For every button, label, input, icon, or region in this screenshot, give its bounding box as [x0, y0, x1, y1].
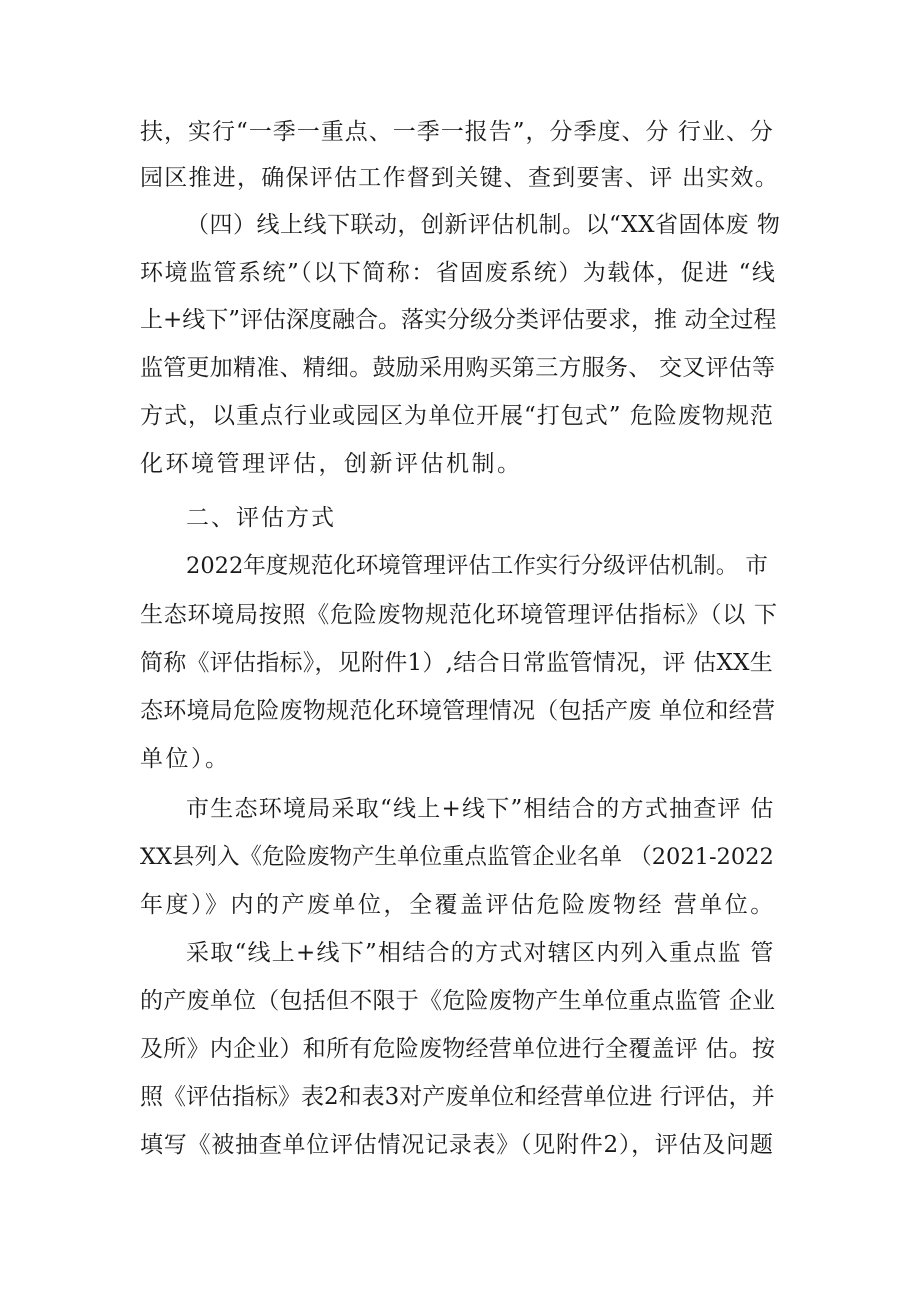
paragraph-line: 单位）。: [140, 746, 231, 772]
paragraph-line: 2022年度规范化环境管理评估工作实行分级评估机制。 市: [186, 553, 768, 579]
section-heading: 二、评估方式: [186, 505, 336, 531]
paragraph-line: 年度）》内的产废单位，全覆盖评估危险废物经 营单位。: [140, 892, 776, 918]
paragraph-line: 方式，以重点行业或园区为单位开展“打包式” 危险废物规范: [140, 403, 774, 429]
paragraph-line: 简称《评估指标》，见附件1）,结合日常监管情况，评 估XX生: [140, 650, 774, 676]
paragraph-line: 环境监管系统”（以下简称：省固废系统）为载体，促进 “线: [140, 260, 777, 286]
paragraph-line: （四）线上线下联动，创新评估机制。以“XX省固体废 物: [186, 212, 781, 238]
paragraph-line: 上+线下”评估深度融合。落实分级分类评估要求，推 动全过程: [140, 307, 777, 333]
paragraph-line: 生态环境局按照《危险废物规范化环境管理评估指标》（以 下: [140, 602, 778, 628]
paragraph-line: 园区推进，确保评估工作督到关键、查到要害、评 出实效。: [140, 165, 780, 191]
paragraph-line: 监管更加精准、精细。鼓励采用购买第三方服务、 交叉评估等: [140, 355, 776, 381]
paragraph-line: 的产废单位（包括但不限于《危险废物产生单位重点监管 企业: [140, 988, 776, 1014]
paragraph-line: 市生态环境局采取“线上+线下”相结合的方式抽查评 估: [186, 796, 775, 822]
paragraph-line: 及所》内企业）和所有危险废物经营单位进行全覆盖评 估。按: [140, 1036, 776, 1062]
paragraph-line: 化环境管理评估，创新评估机制。: [140, 451, 523, 477]
paragraph-line: 照《评估指标》表2和表3对产废单位和经营单位进 行评估，并: [140, 1084, 775, 1110]
paragraph-line: 态环境局危险废物规范化环境管理情况（包括产废 单位和经营: [140, 698, 776, 724]
paragraph-line: 填写《被抽查单位评估情况记录表》（见附件2），评估及问题: [140, 1132, 774, 1158]
paragraph-line: 采取“线上+线下”相结合的方式对辖区内列入重点监 管: [186, 940, 775, 966]
paragraph-line: 扶，实行“一季一重点、一季一报告”，分季度、分 行业、分: [140, 119, 774, 145]
paragraph-line: XX县列入《危险废物产生单位重点监管企业名单 （2021-2022: [140, 844, 774, 870]
